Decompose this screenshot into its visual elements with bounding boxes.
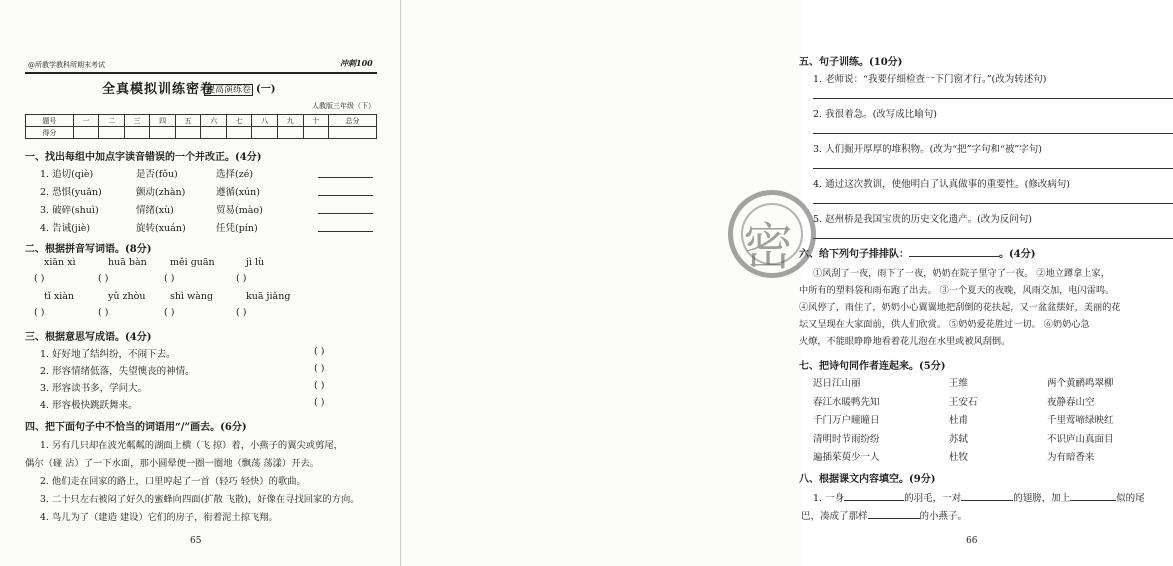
poem-line[interactable]: 不识庐山真面目 <box>1047 433 1114 445</box>
section-4-heading: 四、把下面句子中不恰当的词语用“/”画去。(6分) <box>25 422 247 433</box>
poem-line[interactable]: 为有暗香来 <box>1047 452 1095 463</box>
rewrite-question: 4. 通过这次教训，使他明白了认真做事的重要性。(修改病句) <box>813 179 1070 190</box>
score-header-cell: 五 <box>175 115 201 127</box>
score-header-cell: 三 <box>124 115 150 127</box>
poet-name[interactable]: 王维 <box>949 378 969 389</box>
s1-word: 任凭(pín) <box>216 223 258 234</box>
paper-title: 全真模拟训练密卷 <box>102 82 215 97</box>
section-7-heading: 七、把诗句同作者连起来。(5分) <box>799 361 946 372</box>
rewrite-answer-line[interactable] <box>813 133 1173 134</box>
page-number-left: 65 <box>190 536 202 546</box>
idiom-definition: 3. 形容读书多，学问大。 <box>40 383 148 394</box>
section-6-heading-text: 六、给下列句子排排队： <box>799 249 909 260</box>
paper-title-tag <box>204 80 276 95</box>
score-header-cell: 题号 <box>26 115 74 127</box>
fill-2-text-b: 的小燕子。 <box>919 511 968 522</box>
rewrite-question: 1. 老师说：“我要仔细检查一下门窗才行。”(改为转述句) <box>813 74 1047 85</box>
poem-line[interactable]: 遍插茱萸少一人 <box>813 452 880 463</box>
poet-name[interactable]: 杜甫 <box>949 415 969 426</box>
section-1-heading: 一、找出每组中加点字读音错误的一个并改正。(4分) <box>25 152 262 163</box>
rewrite-question: 2. 我很着急。(改写成比喻句) <box>813 109 937 120</box>
score-row-label: 得分 <box>26 127 74 139</box>
exam-source-label: @所教学教科所期末考试 <box>28 61 105 69</box>
right-page <box>400 0 1145 566</box>
s1-word: 旋转(xuán) <box>136 223 186 234</box>
rewrite-answer-line[interactable] <box>813 238 1173 239</box>
poem-line[interactable]: 两个黄鹂鸣翠柳 <box>1047 378 1114 389</box>
score-header-cell: 四 <box>150 115 176 127</box>
s1-word: 贸易(mào) <box>216 205 263 216</box>
pinyin-answer-box[interactable]: ( ) <box>236 273 247 284</box>
rewrite-answer-line[interactable] <box>813 98 1173 99</box>
s1-answer-line[interactable] <box>318 195 373 196</box>
s1-word: 是否(fǒu) <box>136 169 178 180</box>
fill-1-text-c: 的翅膀，加上 <box>1013 493 1071 504</box>
section-2-heading: 二、根据拼音写词语。(8分) <box>25 244 152 255</box>
score-cell[interactable] <box>329 127 377 139</box>
rewrite-question: 3. 人们掘开厚厚的堆积物。(改为“把”字句和“被”字句) <box>813 144 1042 155</box>
score-table <box>25 114 377 139</box>
poem-line[interactable]: 清明时节雨纷纷 <box>813 433 880 445</box>
section-6-heading-tail: 。(4分) <box>999 249 1036 260</box>
fill-1-text-b: 的羽毛，一对 <box>904 493 962 504</box>
fill-line-2 <box>801 508 967 522</box>
idiom-definition: 1. 好好地了结纠纷，不闹下去。 <box>40 349 176 360</box>
score-cell[interactable] <box>201 127 227 139</box>
order-answer-blank[interactable] <box>909 256 999 257</box>
rewrite-question: 5. 赵州桥是我国宝贵的历史文化遗产。(改为反问句) <box>813 214 1032 225</box>
grade-label: 人教版三年级（下） <box>312 102 375 110</box>
score-cell[interactable] <box>150 127 176 139</box>
score-header-cell: 八 <box>252 115 278 127</box>
idiom-answer-box[interactable]: ( ) <box>314 397 325 408</box>
section-8-heading: 八、根据课文内容填空。(9分) <box>799 474 936 485</box>
fill-blank-1[interactable] <box>844 500 904 501</box>
title-suffix: (一) <box>256 84 276 95</box>
poem-line[interactable]: 春江水暖鸭先知 <box>813 396 880 408</box>
fill-blank-4[interactable] <box>868 518 920 519</box>
poem-line[interactable]: 夜静春山空 <box>1047 396 1095 408</box>
pinyin-answer-box[interactable]: ( ) <box>98 273 109 284</box>
ordering-sentence-line: ①风刮了一夜，雨下了一夜，奶奶在院子里守了一夜。 ②地立蹲拿上家， <box>813 268 1110 279</box>
score-header-cell: 二 <box>99 115 125 127</box>
poet-name[interactable]: 苏轼 <box>949 433 969 445</box>
score-header-cell: 七 <box>226 115 252 127</box>
s1-word: 4. 告诫(jiè) <box>40 223 91 234</box>
s1-word: 颤动(zhàn) <box>136 187 186 198</box>
score-cell[interactable] <box>277 127 303 139</box>
poem-line[interactable]: 千里莺啼绿映红 <box>1047 415 1114 426</box>
pinyin-label: měi guān <box>170 257 215 268</box>
pinyin-answer-box[interactable]: ( ) <box>164 307 175 318</box>
pinyin-label: tǐ xiàn <box>44 291 75 302</box>
score-table-header-row <box>26 115 377 127</box>
idiom-definition: 2. 形容情绪低落，失望懊丧的神情。 <box>40 366 195 377</box>
pinyin-label: huā bàn <box>108 257 147 268</box>
pinyin-answer-box[interactable]: ( ) <box>236 307 247 318</box>
pinyin-answer-box[interactable]: ( ) <box>98 307 109 318</box>
fill-1-text-a: 1. 一身 <box>813 493 845 504</box>
pinyin-label: shì wàng <box>170 291 214 302</box>
pinyin-label: jì lù <box>246 257 265 268</box>
sentence-line: 2. 他们走在回家的路上，口里哼起了一首（轻巧 轻快）的歌曲。 <box>40 476 306 487</box>
idiom-definition: 4. 形容极快跳跃舞来。 <box>40 400 138 411</box>
ordering-sentence-line: ④风停了，雨住了，奶奶小心翼翼地把刮倒的花扶起，又一盆盆摆好，美丽的花 <box>799 302 1121 313</box>
poet-name[interactable]: 杜牧 <box>949 452 969 463</box>
score-header-cell: 一 <box>73 115 99 127</box>
score-table-score-row <box>26 127 377 139</box>
score-cell[interactable] <box>99 127 125 139</box>
ordering-sentence-line: 中所有的塑料袋和雨布跑了出去。 ③一个夏天的夜晚，风雨交加，电闪雷鸣。 <box>799 285 1115 296</box>
s1-word: 3. 破碎(shuì) <box>40 205 99 216</box>
header-rule <box>25 72 377 74</box>
score-cell[interactable] <box>175 127 201 139</box>
section-6-heading <box>799 245 1035 260</box>
score-cell[interactable] <box>124 127 150 139</box>
s1-answer-line[interactable] <box>318 213 373 214</box>
secret-stamp <box>728 190 816 278</box>
s1-word: 遵循(xún) <box>216 187 261 198</box>
score-cell[interactable] <box>226 127 252 139</box>
section-3-heading: 三、根据意思写成语。(4分) <box>25 332 152 343</box>
poem-line[interactable]: 千门万户曈曈日 <box>813 415 880 426</box>
s1-word: 2. 恐惧(yuǎn) <box>40 187 102 198</box>
sentence-line: 偶尔（碰 沾）了一下水面，那小圆晕便一圈一圈地（飘荡 荡漾）开去。 <box>25 458 320 469</box>
pinyin-label: xiān xì <box>44 257 76 268</box>
poem-line[interactable]: 迟日江山丽 <box>813 378 861 389</box>
idiom-answer-box[interactable]: ( ) <box>314 363 325 374</box>
fill-line-1 <box>813 490 1145 504</box>
pinyin-answer-box[interactable]: ( ) <box>164 273 175 284</box>
fill-blank-3[interactable] <box>1070 500 1116 501</box>
fill-1-text-d: 似的尾 <box>1116 493 1145 504</box>
score-header-cell: 六 <box>201 115 227 127</box>
rewrite-answer-line[interactable] <box>813 203 1173 204</box>
s1-answer-line[interactable] <box>318 231 373 232</box>
title-tag-text: 提高演练卷 <box>206 85 252 95</box>
sentence-line: 3. 二十只左右被闷了好久的蜜蜂向四面(扩散 飞散)，好像在寻找回家的方向。 <box>40 494 360 505</box>
score-cell[interactable] <box>252 127 278 139</box>
ordering-sentence-line: 火燎，不能眼睁睁地看着花儿泡在水里或被风刮倒。 <box>799 336 1011 347</box>
pinyin-label: yǔ zhòu <box>108 291 146 302</box>
score-header-cell: 总分 <box>329 115 377 127</box>
section-5-heading: 五、句子训练。(10分) <box>799 57 903 68</box>
fill-blank-2[interactable] <box>961 500 1013 501</box>
fill-2-text-a: 巴，凑成了那样 <box>801 511 868 522</box>
poet-name[interactable]: 王安石 <box>949 396 978 408</box>
brand-label: 冲刺100 <box>340 58 373 68</box>
sentence-line: 1. 另有几只却在波光粼粼的湖面上横（飞 掠）着，小燕子的翼尖或剪尾， <box>40 440 343 451</box>
left-page <box>0 0 400 566</box>
rewrite-answer-line[interactable] <box>813 168 1173 169</box>
s1-word: 选择(zé) <box>216 169 254 180</box>
s1-word: 情绪(xù) <box>136 205 174 216</box>
idiom-answer-box[interactable]: ( ) <box>314 380 325 391</box>
score-header-cell: 九 <box>277 115 303 127</box>
page-number-right: 66 <box>966 536 978 546</box>
score-cell[interactable] <box>303 127 329 139</box>
pinyin-answer-box[interactable]: ( ) <box>34 307 45 318</box>
pinyin-answer-box[interactable]: ( ) <box>34 273 45 284</box>
s1-word: 1. 追切(qiè) <box>40 169 94 180</box>
stamp-character: 密 <box>743 218 793 276</box>
s1-answer-line[interactable] <box>318 177 373 178</box>
ordering-sentence-line: 坛又呈现在大家面前，供人们欣赏。 ⑤奶奶爱花胜过一切。 ⑥奶奶心急 <box>799 319 1090 330</box>
score-header-cell: 十 <box>303 115 329 127</box>
idiom-answer-box[interactable]: ( ) <box>314 346 325 357</box>
score-cell[interactable] <box>73 127 99 139</box>
sentence-line: 4. 鸟儿为了（建造 建设）它们的房子，衔着泥土掠飞翔。 <box>40 512 278 523</box>
pinyin-label: kuā jiǎng <box>246 291 291 302</box>
